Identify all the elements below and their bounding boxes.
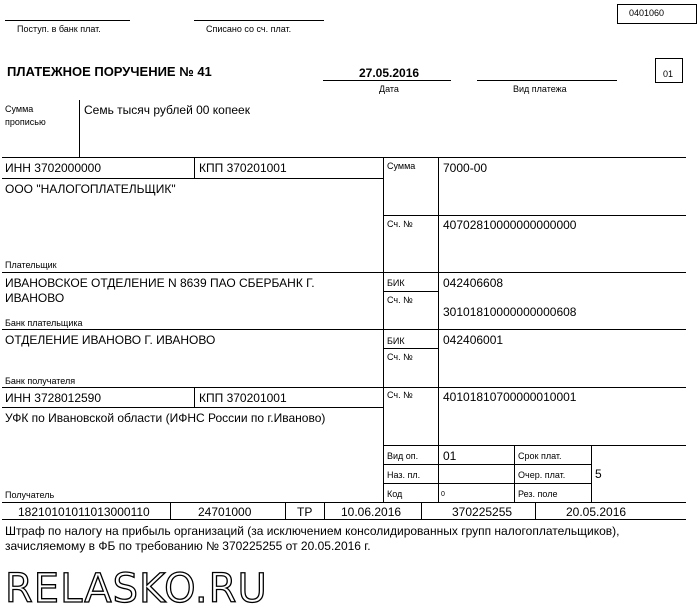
vline-details-right xyxy=(591,445,592,502)
vline-tax-5 xyxy=(535,502,536,519)
page-title: ПЛАТЕЖНОЕ ПОРУЧЕНИЕ № 41 xyxy=(7,64,212,79)
payer-label: Плательщик xyxy=(5,260,57,270)
op-type: 01 xyxy=(443,449,457,463)
line-payer-bik xyxy=(383,291,438,292)
priority-value: 5 xyxy=(595,467,602,481)
amount-label: Сумма xyxy=(387,161,416,171)
payee-bank-name: ОТДЕЛЕНИЕ ИВАНОВО Г. ИВАНОВО xyxy=(5,333,216,347)
line-payee-bank-bottom xyxy=(2,387,686,388)
line-payer-bank-bottom xyxy=(2,329,686,330)
priority-label: Очер. плат. xyxy=(518,470,566,480)
line-payee-bik xyxy=(383,348,438,349)
line-inn-payer xyxy=(2,178,383,179)
payer-corr-account: 30101810000000000608 xyxy=(443,305,577,319)
form-code: 0401060 xyxy=(629,8,665,18)
status-code: 01 xyxy=(663,69,674,79)
line-payer-bottom xyxy=(2,272,686,273)
payer-bank-name: ИВАНОВСКОЕ ОТДЕЛЕНИЕ N 8639 ПАО СБЕРБАНК Г. ИВАНОВО xyxy=(5,276,315,305)
term-label: Срок плат. xyxy=(518,451,562,461)
purpose-code-label: Наз. пл. xyxy=(387,470,421,480)
payer-account: 40702810000000000000 xyxy=(443,218,577,232)
code-label: Код xyxy=(387,489,403,499)
payment-type-line xyxy=(477,80,617,81)
payee-name: УФК по Ивановской области (ИФНС России по г.Иваново) xyxy=(5,411,326,425)
line-account xyxy=(383,215,686,216)
payment-date: 27.05.2016 xyxy=(359,66,420,80)
tax-basis: ТР xyxy=(297,505,313,519)
payee-corr-label: Сч. № xyxy=(387,352,413,362)
payment-type-label: Вид платежа xyxy=(513,84,567,94)
op-type-label: Вид оп. xyxy=(387,451,419,461)
tax-kbk: 18210101011013000110 xyxy=(18,505,150,519)
reserve-label: Рез. поле xyxy=(518,489,558,499)
line-details-1 xyxy=(383,464,591,465)
received-line xyxy=(5,20,130,21)
payment-purpose: Штраф по налогу на прибыль организаций (за исключением консолидированных групп налогоплательщиков), зачисляемому в ФБ по требованию № 370225255 от 20.05.2016 г. xyxy=(5,524,620,553)
payee-inn: ИНН 3728012590 xyxy=(5,391,102,405)
line-tax-bottom xyxy=(2,519,686,520)
amount-value: 7000-00 xyxy=(443,161,488,175)
vline-tax-3 xyxy=(324,502,325,519)
payer-corr-label: Сч. № xyxy=(387,295,413,305)
tax-doc-number: 370225255 xyxy=(452,505,513,519)
amount-words-label: Сумма xyxy=(5,104,34,114)
vline-tax-1 xyxy=(170,502,171,519)
date-label: Дата xyxy=(379,84,399,94)
payee-account: 40101810700000010001 xyxy=(443,390,577,404)
payee-kpp: КПП 370201001 xyxy=(199,391,287,405)
received-label: Поступ. в банк плат. xyxy=(17,24,101,34)
vline-left-col xyxy=(383,157,384,502)
code-value: 0 xyxy=(441,491,445,498)
vline-tax-2 xyxy=(285,502,286,519)
tax-oktmo: 24701000 xyxy=(198,505,252,519)
payer-kpp: КПП 370201001 xyxy=(199,161,287,175)
line-details-2 xyxy=(383,483,591,484)
payer-account-label: Сч. № xyxy=(387,219,413,229)
vline-kpp-payer xyxy=(194,157,195,178)
line-tax-top xyxy=(2,502,686,503)
vline-details-mid xyxy=(514,445,515,502)
tax-period: 10.06.2016 xyxy=(341,505,402,519)
vline-kpp-payee xyxy=(194,387,195,407)
payee-bik-label: БИК xyxy=(387,336,405,346)
vline-tax-4 xyxy=(421,502,422,519)
amount-words-divider xyxy=(79,100,80,157)
debited-line xyxy=(194,20,324,21)
vline-label-col xyxy=(438,157,439,502)
date-line xyxy=(323,80,451,81)
payer-bik-label: БИК xyxy=(387,278,405,288)
amount-in-words: Семь тысяч рублей 00 копеек xyxy=(84,103,250,117)
line-main-top xyxy=(2,157,686,158)
line-inn-payee xyxy=(2,407,383,408)
payee-bik: 042406001 xyxy=(443,333,504,347)
payee-account-label: Сч. № xyxy=(387,390,413,400)
tax-doc-date: 20.05.2016 xyxy=(566,505,627,519)
payer-name: ООО "НАЛОГОПЛАТЕЛЬЩИК" xyxy=(5,182,176,196)
debited-label: Списано со сч. плат. xyxy=(206,24,292,34)
payee-label: Получатель xyxy=(5,490,55,500)
site-watermark: RELASKO.RU xyxy=(5,566,268,612)
payer-bank-label: Банк плательщика xyxy=(5,318,83,328)
payer-inn: ИНН 3702000000 xyxy=(5,161,102,175)
payee-bank-label: Банк получателя xyxy=(5,376,76,386)
amount-words-label-2: прописью xyxy=(5,117,46,127)
payer-bik: 042406608 xyxy=(443,276,504,290)
line-details-top xyxy=(383,445,686,446)
